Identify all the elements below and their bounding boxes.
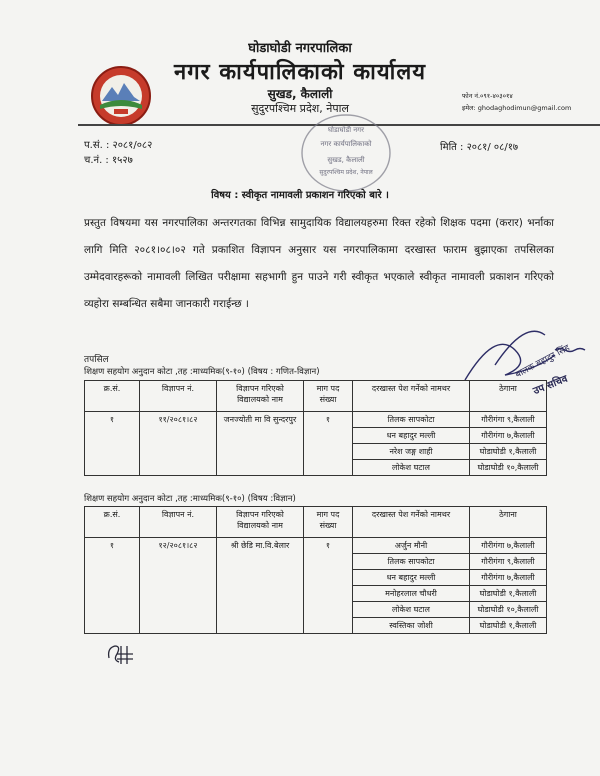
column-header: माग पद संख्या <box>304 381 353 412</box>
contact-block <box>462 90 571 114</box>
annex-label: तपसिल <box>84 355 109 365</box>
candidate-table <box>84 506 547 634</box>
stamp-line: सुखड, कैलाली <box>327 156 365 164</box>
municipality-name: घोडाघोडी नगरपालिका <box>248 41 352 56</box>
column-header: माग पद संख्या <box>304 507 353 538</box>
column-header: विज्ञापन नं. <box>140 381 217 412</box>
applicant-address: घोडाघोडी १,कैलाली <box>470 586 547 602</box>
table-header-row <box>85 507 547 538</box>
applicant-name: लोकेश घटाल <box>353 460 470 476</box>
column-header: विज्ञापन गरिएको विद्यालयको नाम <box>217 507 304 538</box>
posts-cell: १ <box>304 412 353 476</box>
letter-number: प.सं. : २०८१/०८२ <box>84 140 153 151</box>
ad-number-cell: १२/२०८१।८२ <box>140 538 217 634</box>
office-stamp <box>296 108 396 198</box>
table-title: शिक्षण सहयोग अनुदान कोटा ,तह :माध्यमिक(९-१०) (विषय : गणित-विज्ञान) <box>84 367 320 377</box>
stamp-line: घोडाघोडी नगर <box>328 126 364 134</box>
applicant-name: अर्जुन मौनी <box>353 538 470 554</box>
table-title: शिक्षण सहयोग अनुदान कोटा ,तह :माध्यमिक(९-१०) (विषय :विज्ञान) <box>84 494 296 504</box>
table-header-row <box>85 381 547 412</box>
column-header: ठेगाना <box>470 381 547 412</box>
table-row <box>85 538 547 554</box>
dispatch-number: च.नं. : १५२७ <box>84 155 133 166</box>
office-name: नगर कार्यपालिकाको कार्यालय <box>174 60 426 85</box>
school-cell: श्री छेडि मा.वि.बेलार <box>217 538 304 634</box>
column-header: क्र.सं. <box>85 507 140 538</box>
applicant-address: घोडाघोडी १०,कैलाली <box>470 602 547 618</box>
ad-number-cell: ११/२०८१।८२ <box>140 412 217 476</box>
phone-number: फोन नं.०९१-४०३०१४ <box>462 92 513 100</box>
applicant-name: नरेश जङ्ग शाही <box>353 444 470 460</box>
applicant-address: गौरीगंगा ९,कैलाली <box>470 554 547 570</box>
candidate-table <box>84 380 547 476</box>
applicant-address: घोडाघोडी १०,कैलाली <box>470 460 547 476</box>
school-cell: जनज्योती मा वि सुन्दरपुर <box>217 412 304 476</box>
serial-cell: १ <box>85 412 140 476</box>
posts-cell: १ <box>304 538 353 634</box>
column-header: विज्ञापन गरिएको विद्यालयको नाम <box>217 381 304 412</box>
applicant-name: स्वस्तिका जोशी <box>353 618 470 634</box>
applicant-name: तिलक सापकोटा <box>353 412 470 428</box>
letter-date: मिति : २०८१/ ०८/१७ <box>440 142 519 153</box>
stamp-line: नगर कार्यपालिकाको <box>320 140 372 148</box>
handwritten-initial-mark <box>103 640 141 668</box>
applicant-address: घोडाघोडी १,कैलाली <box>470 618 547 634</box>
applicant-address: गौरीगंगा ७,कैलाली <box>470 538 547 554</box>
applicant-name: मनोहरलाल चौधरी <box>353 586 470 602</box>
email-address: इमेल: ghodaghodimun@gmail.com <box>462 104 572 112</box>
stamp-line: सुदुरपश्चिम प्रदेश, नेपाल <box>319 169 373 176</box>
applicant-address: गौरीगंगा ७,कैलाली <box>470 428 547 444</box>
applicant-address: गौरीगंगा ९,कैलाली <box>470 412 547 428</box>
office-province: सुदुरपश्चिम प्रदेश, नेपाल <box>251 102 349 115</box>
applicant-address: गौरीगंगा ७,कैलाली <box>470 570 547 586</box>
reference-block <box>84 138 152 168</box>
signatory-title: उप सचिव <box>531 373 570 398</box>
applicant-name: धन बहादुर मल्ली <box>353 428 470 444</box>
applicant-name: धन बहादुर मल्ली <box>353 570 470 586</box>
letter-body: प्रस्तुत विषयमा यस नगरपालिका अन्तरगतका विभिन्न सामुदायिक विद्यालयहरुमा रिक्त रहेको शिक्षक पदमा (करार) भर्नाका लागि मिति २०८१।०८।०२ गते प्रकाशित विज्ञापन अनुसार यस नगरपालिकामा दरखास्त फाराम बुझाएका तपसिलका उम्मेदवारहरूको नामावली लिखित परीक्षामा सहभागी हुन पाउने गरी स्वीकृत भएकाले स्वीकृत नामावली प्रकाशन गरिएको व्यहोरा सम्बन्धित सबैमा जानकारी गराईन्छ । <box>84 217 554 310</box>
column-header: दरखास्त पेश गर्नेको नामथर <box>353 381 470 412</box>
office-place: सुखड, कैलाली <box>267 87 333 101</box>
letter-subject: विषय : स्वीकृत नामावली प्रकाशन गरिएको बारे । <box>211 190 389 201</box>
signatory-name: बालक बहादुर सिंह <box>513 343 572 381</box>
column-header: क्र.सं. <box>85 381 140 412</box>
column-header: ठेगाना <box>470 507 547 538</box>
applicant-address: घोडाघोडी १,कैलाली <box>470 444 547 460</box>
applicant-name: तिलक सापकोटा <box>353 554 470 570</box>
column-header: विज्ञापन नं. <box>140 507 217 538</box>
applicant-name: लोकेश घटाल <box>353 602 470 618</box>
table-row <box>85 412 547 428</box>
serial-cell: १ <box>85 538 140 634</box>
column-header: दरखास्त पेश गर्नेको नामथर <box>353 507 470 538</box>
